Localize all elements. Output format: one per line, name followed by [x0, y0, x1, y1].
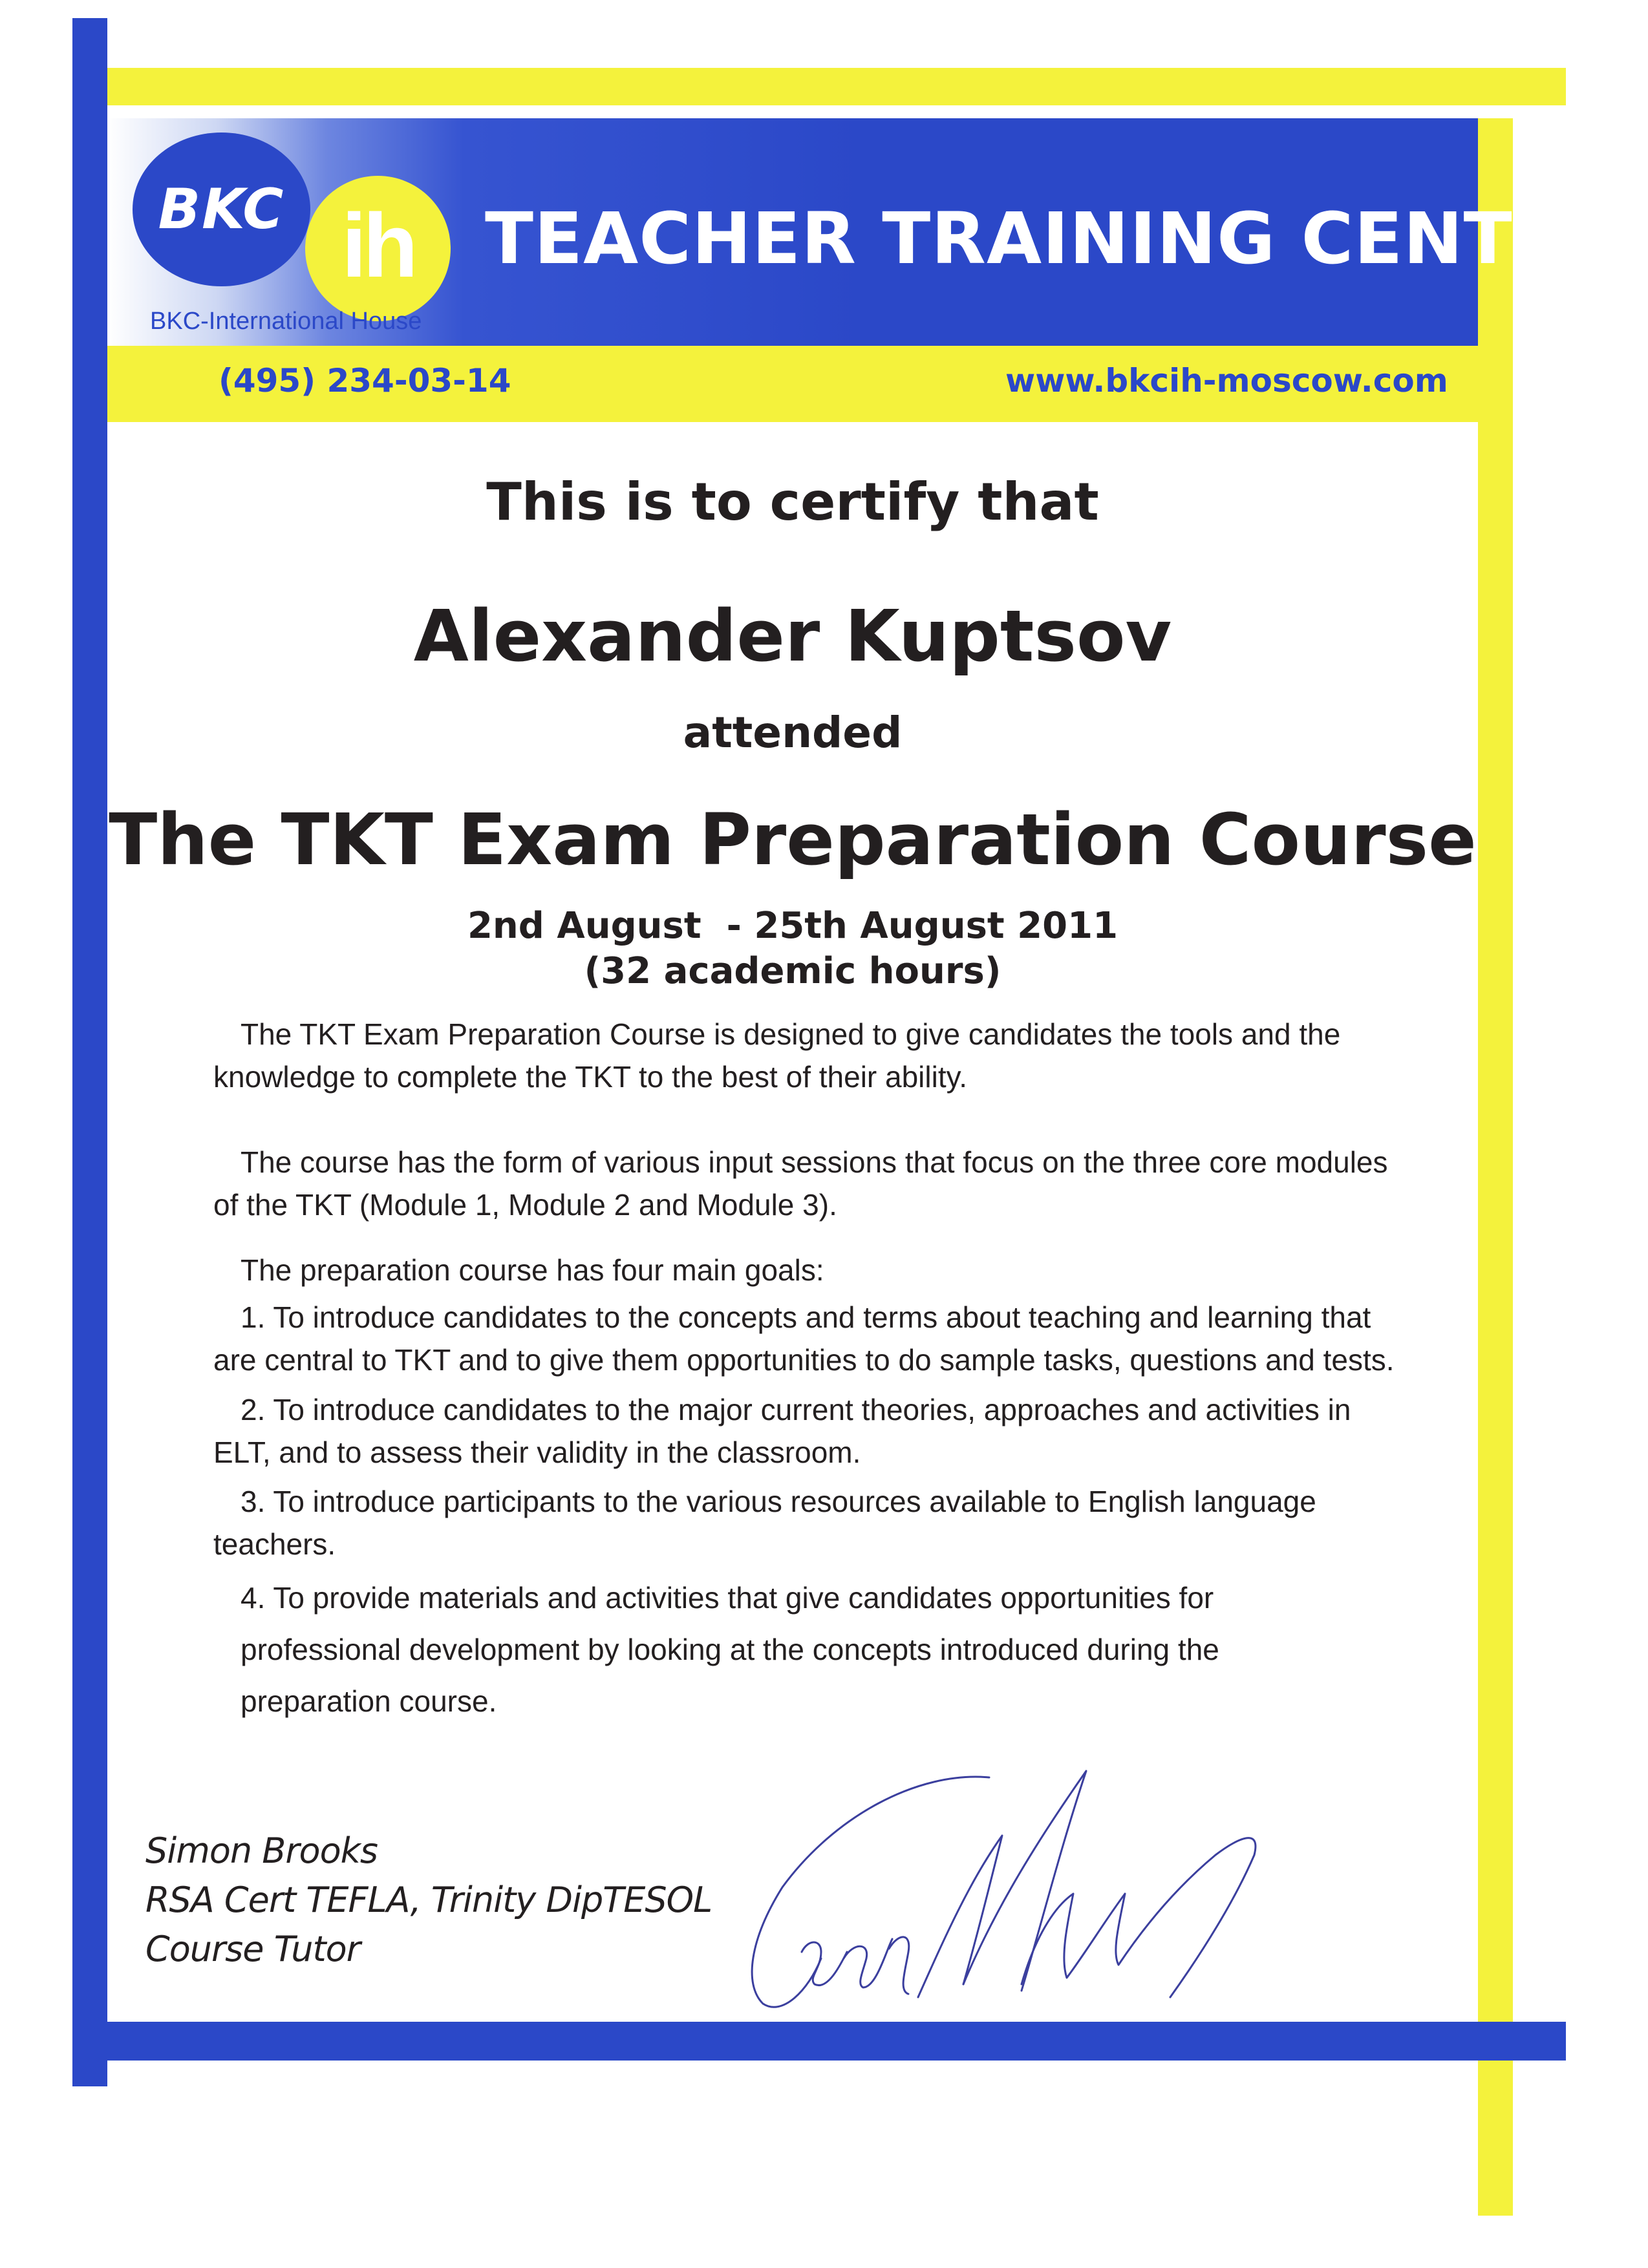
frame-right-bar: [1478, 118, 1513, 2216]
certify-line: This is to certify that: [486, 472, 1099, 532]
goal-item-4: [241, 1572, 1219, 1727]
course-title: The TKT Exam Preparation Course: [109, 798, 1477, 881]
description-line: of the TKT (Module 1, Module 2 and Module 3).: [213, 1188, 837, 1222]
ih-logo: [305, 176, 451, 321]
goal-line: preparation course.: [241, 1684, 497, 1718]
logo-subtitle: BKC-International House: [150, 308, 422, 335]
handwritten-signature: [724, 1745, 1371, 2036]
tutor-role: Course Tutor: [145, 1929, 360, 1969]
goal-item-3: [213, 1480, 1316, 1565]
description-paragraph-2: [213, 1141, 1388, 1226]
goal-line: are central to TKT and to give them opportunities to do sample tasks, questions and tests.: [213, 1343, 1395, 1377]
course-hours: (32 academic hours): [584, 950, 1001, 992]
ih-logo-text: ih: [341, 194, 414, 296]
phone-number: (495) 234-03-14: [219, 362, 511, 399]
goal-line: professional development by looking at the concepts introduced during the: [241, 1633, 1219, 1666]
attended-label: attended: [683, 708, 903, 758]
description-line: knowledge to complete the TKT to the best of their ability.: [213, 1060, 967, 1094]
centre-title: TEACHER TRAINING CENTRE: [485, 197, 1618, 280]
frame-left-bar: [72, 18, 107, 2086]
course-dates: 2nd August - 25th August 2011: [467, 905, 1118, 947]
description-line: The course has the form of various input sessions that focus on the three core modules: [241, 1145, 1388, 1179]
description-paragraph-1: [213, 1013, 1340, 1098]
bkc-logo-text: BKC: [158, 177, 285, 242]
tutor-name: Simon Brooks: [145, 1830, 378, 1871]
website-url: www.bkcih-moscow.com: [1005, 362, 1448, 399]
goal-line: 1. To introduce candidates to the concepts and terms about teaching and learning that: [241, 1300, 1371, 1334]
bkc-logo: [133, 132, 310, 286]
frame-top-bar: [72, 68, 1566, 105]
goal-line: teachers.: [213, 1527, 336, 1561]
description-line: The TKT Exam Preparation Course is designed to give candidates the tools and the: [241, 1017, 1341, 1051]
goals-intro: The preparation course has four main goals:: [241, 1253, 824, 1287]
tutor-qualifications: RSA Cert TEFLA, Trinity DipTESOL: [145, 1880, 712, 1920]
goal-line: 2. To introduce candidates to the major current theories, approaches and activities in: [241, 1393, 1351, 1426]
goal-line: ELT, and to assess their validity in the classroom.: [213, 1436, 861, 1469]
goal-item-2: [213, 1388, 1351, 1474]
goal-line: 3. To introduce participants to the various resources available to English language: [241, 1485, 1316, 1518]
recipient-name: Alexander Kuptsov: [413, 595, 1172, 677]
goal-item-1: [213, 1296, 1395, 1381]
goal-line: 4. To provide materials and activities that give candidates opportunities for: [241, 1581, 1214, 1615]
